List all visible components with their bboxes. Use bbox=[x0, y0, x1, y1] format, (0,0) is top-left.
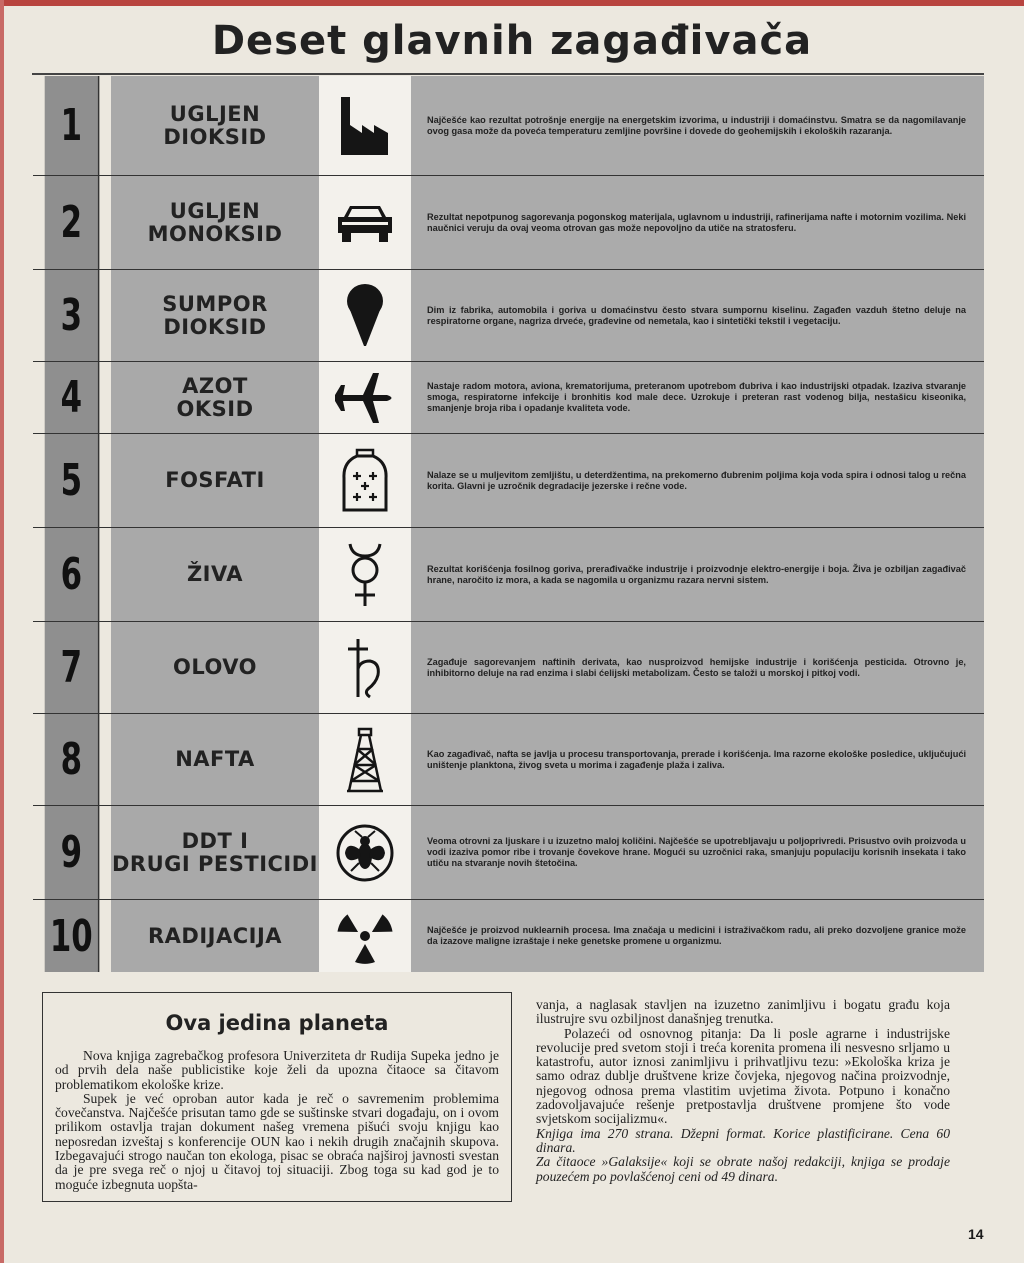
pollutant-name: UGLJEN DIOKSID bbox=[111, 76, 319, 175]
book-info: Knjiga ima 270 strana. Džepni format. Korice plastificirane. Cena 60 dinara. bbox=[536, 1125, 950, 1155]
pollutant-description: Rezultat korišćenja fosilnog goriva, prerađivačke industrije i proizvodnje elektro-energije i boja. Živa je ozbiljan zagađivač hrane, naročito iz mora, a kada se nagomila u organizmu razara nervni sistem. bbox=[411, 528, 984, 621]
pollutant-description: Nalaze se u muljevitom zemljištu, u deterdžentima, na prekomerno đubrenim poljima koja voda spira i odnosi talog u rečna korita. Glavni je uzročnik degradacije jezerske i rečne vode. bbox=[411, 434, 984, 527]
pollutant-row-8 bbox=[33, 714, 984, 806]
lead-saturn-symbol-icon bbox=[319, 622, 411, 713]
pollutant-description: Najčešće kao rezultat potrošnje energije na energetskim izvorima, u industriji i domaćinstvu. Smatra se da nagomilavanje ovog gasa može da poveća temperaturu zemljine površine i dovede do geohemijskih i ekoloških razaranja. bbox=[411, 76, 984, 175]
insect-icon bbox=[319, 806, 411, 899]
pollutant-description: Nastaje radom motora, aviona, krematorijuma, preteranom upotrebom đubriva i kao industrijski otpadak. Izaziva stvaranje smoga, respiratorne infekcije i bronhitis kod male dece. Uzrokuje i preteran rast vodenog bilja, nestašicu kiseonika, smanjenje broja riba i opadanje kvaliteta vode. bbox=[411, 362, 984, 433]
oil-derrick-icon bbox=[319, 714, 411, 805]
pollutant-name: DDT I DRUGI PESTICIDI bbox=[111, 806, 319, 899]
order-info: Za čitaoce »Galaksije« koji se obrate našoj redakciji, knjiga se prodaje pouzećem po povlašćenoj ceni od 49 dinara. bbox=[536, 1154, 950, 1184]
pollutant-row-6 bbox=[33, 528, 984, 622]
pollutant-name: ŽIVA bbox=[111, 528, 319, 621]
row-number: 2 bbox=[45, 176, 100, 269]
pollutant-name: UGLJEN MONOKSID bbox=[111, 176, 319, 269]
pollutant-row-7 bbox=[33, 622, 984, 714]
pollutant-row-5 bbox=[33, 434, 984, 528]
pollutant-description: Kao zagađivač, nafta se javlja u procesu transportovanja, prerade i korišćenja. Ima razorne ekološke posledice, uključujući uništenje planktona, živog sveta u morima i zagađenje plaža i zaliva. bbox=[411, 714, 984, 805]
review-continuation-column bbox=[536, 998, 950, 1184]
pollutant-name: OLOVO bbox=[111, 622, 319, 713]
row-number: 4 bbox=[45, 362, 100, 433]
pollutant-description: Najčešće je proizvod nuklearnih procesa. Ima značaja u medicini i istraživačkom radu, ali preko dozvoljene granice može da izazove maligne izraštaje i neke genetske promene u organizmu. bbox=[411, 900, 984, 972]
row-number: 9 bbox=[45, 806, 100, 899]
fertilizer-sack-icon bbox=[319, 434, 411, 527]
page-number: 14 bbox=[968, 1226, 984, 1242]
review-paragraph: Polazeći od osnovnog pitanja: Da li posle agrarne i industrijske revolucije pred svetom stoji i treća korenita promena ili nesvesno srljamo u katastrofu, autor iznosi zanimljivu i prihvatljivu tezu: »Ekološka kriza je samo odraz dublje društvene krize čovjeka, njegovog načina proizvodnje, njegovog odnosa prema vlastitim uvjetima života. Potpuno i konačno zadovoljavajuće rešenje pretpostavlja društvene promjene što vode svjetskom socijalizmu«. bbox=[536, 1025, 950, 1127]
row-number: 8 bbox=[45, 714, 100, 805]
pollutant-description: Dim iz fabrika, automobila i goriva u domaćinstvu često stvara sumpornu kiselinu. Zagađen vazduh štetno deluje na respiratorne organe, nagriza drveće, građevine od nemetala, kao i sintetički tekstil i vegetaciju. bbox=[411, 270, 984, 361]
pollutant-name: SUMPOR DIOKSID bbox=[111, 270, 319, 361]
pollutant-name: NAFTA bbox=[111, 714, 319, 805]
pollutant-description: Zagađuje sagorevanjem naftinih derivata, kao nusproizvod hemijske industrije i korišćenja pesticida. Otrovno je, inhibitorno deluje na rad enzima i slabi ćelijski metabolizam. Često se taloži u morskoj i pitkoj vodi. bbox=[411, 622, 984, 713]
airplane-icon bbox=[319, 362, 411, 433]
review-paragraph: vanja, a naglasak stavljen na izuzetno zanimljivu i bogatu građu koja ilustrujre svu ozbiljnost današnjeg trenutka. bbox=[536, 997, 950, 1027]
pollutant-name: FOSFATI bbox=[111, 434, 319, 527]
pollutant-name: RADIJACIJA bbox=[111, 900, 319, 972]
pollutant-row-3 bbox=[33, 270, 984, 362]
pollutant-name: AZOT OKSID bbox=[111, 362, 319, 433]
row-number: 10 bbox=[45, 900, 100, 972]
review-paragraph: Nova knjiga zagrebačkog profesora Univerziteta dr Rudija Supeka jedno je od prvih dela naše publicistike koje želi da upozna čitaoce sa čitavom problematikom ekološke krize. bbox=[55, 1048, 499, 1092]
page-top-edge bbox=[0, 0, 1024, 6]
page-left-edge bbox=[0, 0, 4, 1263]
pollutants-table bbox=[33, 76, 984, 972]
pollutant-description: Rezultat nepotpunog sagorevanja pogonskog materijala, uglavnom u industriji, rafinerijama nafte i motornim vozilima. Neki naučnici veruju da ovaj veoma otrovan gas može nepovoljno da utiče na stratosferu. bbox=[411, 176, 984, 269]
review-paragraph: Supek je već oproban autor kada je reč o savremenim problemima čovečanstva. Najčešće prisutan tamo gde se suštinske stvari događaju, on i ovom prilikom ostavlja trajan dokument našeg vremena pišući svoju knjigu kao neposredan izveštaj s konferencije OUN kao i nekih drugih značajnih skupova. Izbegavajući strogo naučan ton ekologa, pisac se obraća najširoj javnosti svestan da je pre svega reč o njoj u čitavoj toj situaciji. Zbog toga su kad god je to moguće izbegnuta uopšta- bbox=[55, 1090, 499, 1192]
radiation-icon bbox=[319, 900, 411, 972]
review-heading: Ova jedina planeta bbox=[165, 1011, 389, 1035]
mercury-symbol-icon bbox=[319, 528, 411, 621]
pollutant-row-2 bbox=[33, 176, 984, 270]
row-number: 7 bbox=[45, 622, 100, 713]
title-rule bbox=[32, 73, 984, 75]
pollutant-description: Veoma otrovni za ljuskare i u izuzetno maloj količini. Najčešće se upotrebljavaju u poljoprivredi. Prisustvo ovih proizvoda u vodi izaziva pomor ribe i trovanje čovekove hrane. Mogući su uzročnici raka, smanjuju populaciju korisnih insekata i tako utiču na stvaranje novih štetočina. bbox=[411, 806, 984, 899]
pollutant-row-1 bbox=[33, 76, 984, 176]
row-number: 3 bbox=[45, 270, 100, 361]
row-number: 6 bbox=[45, 528, 100, 621]
page-title: Deset glavnih zagađivača bbox=[211, 18, 813, 64]
car-icon bbox=[319, 176, 411, 269]
book-review-box bbox=[42, 992, 512, 1202]
factory-icon bbox=[319, 76, 411, 175]
pollutant-row-9 bbox=[33, 806, 984, 900]
drop-pin-icon bbox=[319, 270, 411, 361]
pollutant-row-4 bbox=[33, 362, 984, 434]
row-number: 1 bbox=[45, 76, 100, 175]
pollutant-row-10 bbox=[33, 900, 984, 972]
row-number: 5 bbox=[45, 434, 100, 527]
